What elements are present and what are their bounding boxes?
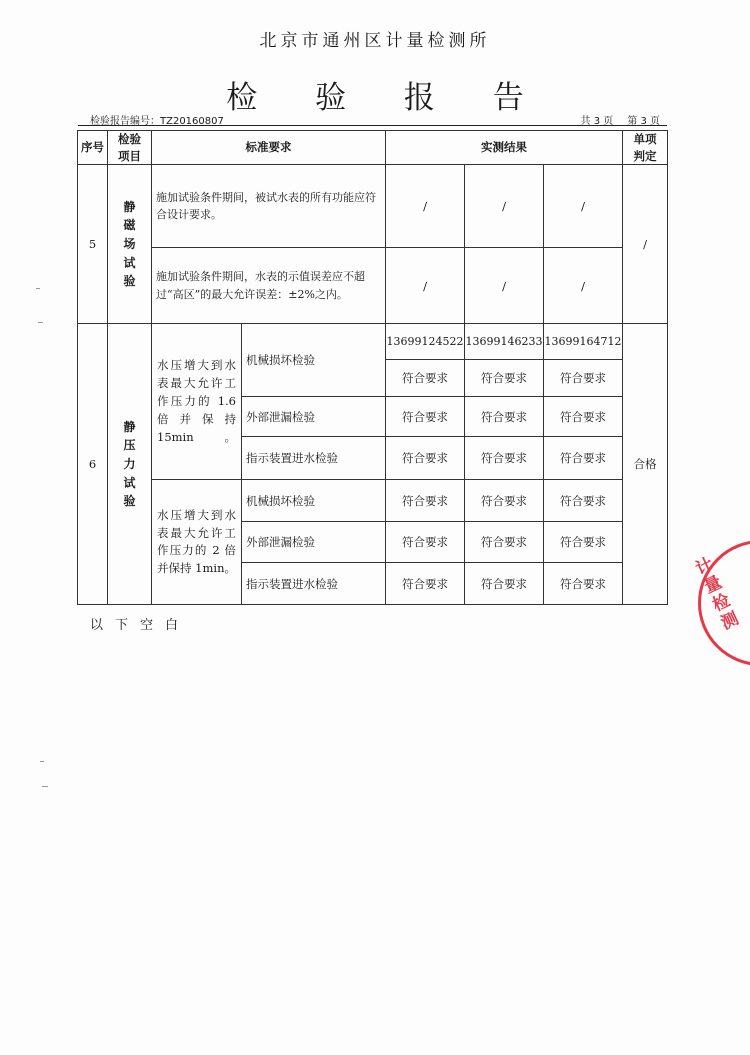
scan-speck [38, 322, 43, 323]
row6-sub3: 指示装置进水检验 [242, 437, 386, 480]
row6-sub3: 指示装置进水检验 [242, 563, 386, 605]
row5-req1: 施加试验条件期间，被试水表的所有功能应符合设计要求。 [152, 165, 386, 248]
scan-speck [42, 786, 48, 787]
report-title: 检 验 报 告 [226, 80, 548, 116]
header-item: 检验项目 [108, 131, 152, 165]
pass-cell: 符合要求 [465, 563, 544, 605]
row5-req2: 施加试验条件期间，水表的示值误差应不超过“高区”的最大允许误差：±2%之内。 [152, 248, 386, 324]
pass-cell: 符合要求 [386, 397, 465, 437]
serial-2: 13699146233 [465, 324, 544, 360]
row6-sub1: 机械损坏检验 [242, 324, 386, 397]
organization-name: 北京市通州区计量检测所 [259, 31, 491, 51]
pass-cell: 符合要求 [544, 397, 623, 437]
pass-cell: 符合要求 [465, 360, 544, 397]
pass-cell: 符合要求 [386, 437, 465, 480]
pass-cell: 符合要求 [544, 522, 623, 563]
pass-cell: 符合要求 [386, 522, 465, 563]
row5-req2-value-3: / [544, 248, 623, 324]
row6-cond1: 水压增大到水表最大允许工作压力的 1.6 倍并保持 15min。 [152, 324, 242, 480]
row5-req1-value-3: / [544, 165, 623, 248]
pass-cell: 符合要求 [544, 563, 623, 605]
scan-speck [40, 761, 44, 762]
header-result: 实测结果 [386, 131, 623, 165]
row5-req1-value-1: / [386, 165, 465, 248]
row6-sub1: 机械损坏检验 [242, 480, 386, 522]
row6-sub2: 外部泄漏检验 [242, 522, 386, 563]
table-row [78, 165, 668, 248]
header-row [78, 131, 668, 165]
row6-sub2: 外部泄漏检验 [242, 397, 386, 437]
header-verdict: 单项判定 [623, 131, 668, 165]
row5-req1-value-2: / [465, 165, 544, 248]
pass-cell: 符合要求 [386, 563, 465, 605]
row5-item: 静磁场试验 [108, 165, 152, 324]
report-no-label: 检验报告编号： [90, 116, 160, 127]
pass-cell: 符合要求 [465, 437, 544, 480]
table-row [78, 480, 668, 522]
total-pages: 共 3 页 [580, 116, 614, 127]
header-no: 序号 [78, 131, 108, 165]
row6-item: 静压力试验 [108, 324, 152, 605]
table-row [78, 248, 668, 324]
serial-1: 13699124522 [386, 324, 465, 360]
row5-req2-value-1: / [386, 248, 465, 324]
blank-note: 以下空白 [90, 618, 191, 633]
inspection-table [77, 130, 668, 605]
serial-3: 13699164712 [544, 324, 623, 360]
pass-cell: 符合要求 [386, 480, 465, 522]
pass-cell: 符合要求 [465, 397, 544, 437]
row5-verdict: / [623, 165, 668, 324]
pass-cell: 符合要求 [386, 360, 465, 397]
current-page: 第 3 页 [627, 116, 660, 127]
pass-cell: 符合要求 [544, 480, 623, 522]
header-divider [78, 125, 667, 126]
row6-verdict: 合格 [623, 324, 668, 605]
row5-req2-value-2: / [465, 248, 544, 324]
report-no: TZ20160807 [160, 116, 224, 127]
row5-no: 5 [78, 165, 108, 324]
seal-text: 计量检测 [689, 554, 742, 636]
pass-cell: 符合要求 [465, 480, 544, 522]
scan-speck [36, 288, 40, 289]
pass-cell: 符合要求 [544, 360, 623, 397]
pass-cell: 符合要求 [544, 437, 623, 480]
pass-cell: 符合要求 [465, 522, 544, 563]
header-standard: 标准要求 [152, 131, 386, 165]
row6-no: 6 [78, 324, 108, 605]
row6-cond2: 水压增大到水表最大允许工作压力的 2 倍并保持 1min。 [152, 480, 242, 605]
table-row [78, 324, 668, 360]
